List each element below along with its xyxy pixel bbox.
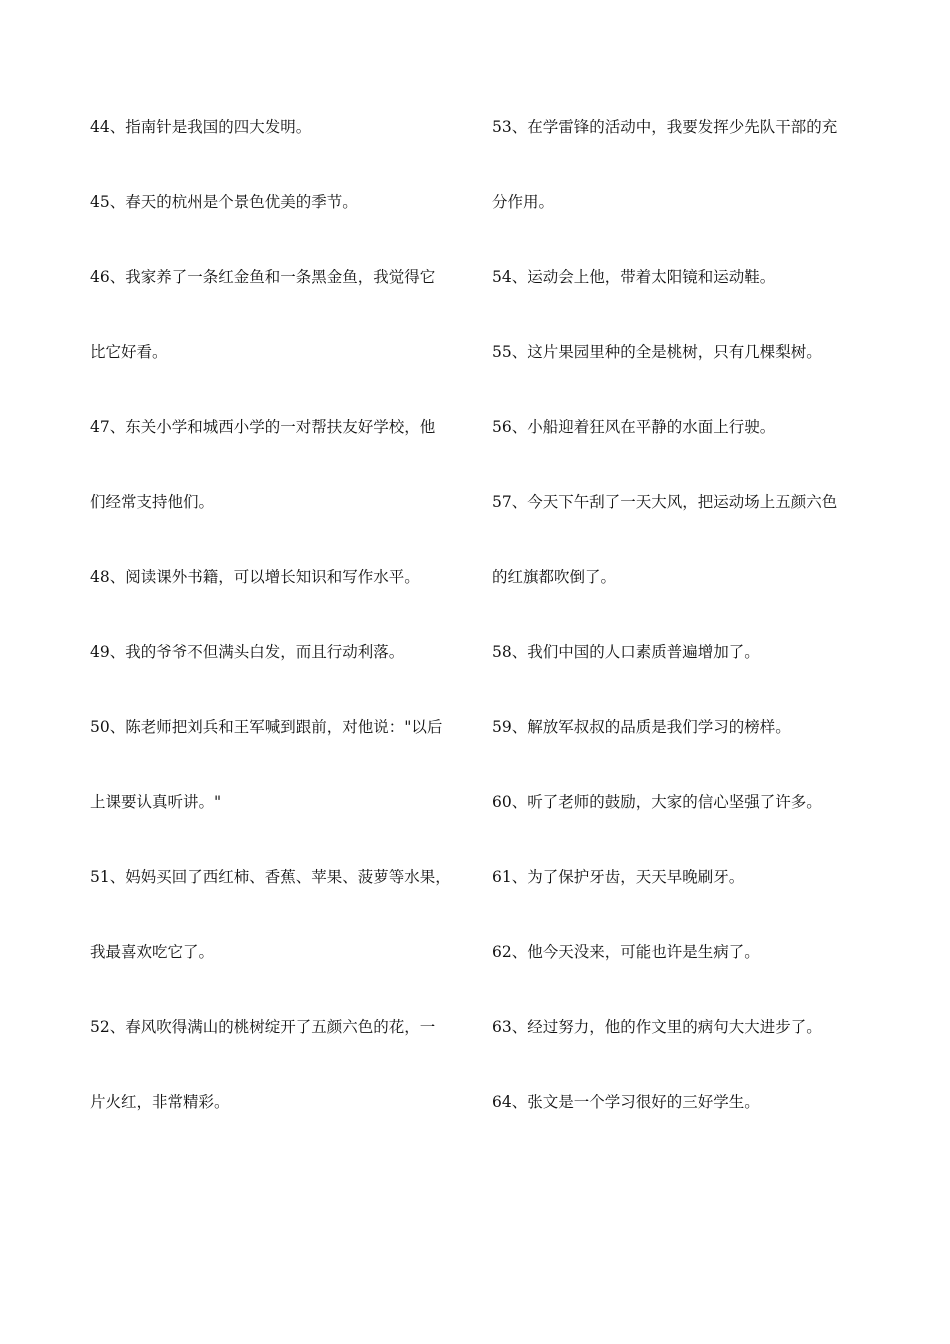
- sentence-line: 的红旗都吹倒了。: [492, 568, 617, 586]
- sentence-line: 片火红，非常精彩。: [90, 1093, 230, 1111]
- sentence-line: 分作用。: [492, 193, 555, 211]
- sentence-line: 56、小船迎着狂风在平静的水面上行驶。: [492, 418, 776, 436]
- sentence-line: 60、听了老师的鼓励，大家的信心坚强了许多。: [492, 793, 822, 811]
- right-column: [492, 114, 872, 1164]
- sentence-line: 48、阅读课外书籍，可以增长知识和写作水平。: [90, 568, 420, 586]
- sentence-line: 45、春天的杭州是个景色优美的季节。: [90, 193, 358, 211]
- sentence-line: 53、在学雷锋的活动中，我要发挥少先队干部的充: [492, 118, 838, 136]
- sentence-line: 49、我的爷爷不但满头白发，而且行动利落。: [90, 643, 405, 661]
- sentence-line: 们经常支持他们。: [90, 493, 215, 511]
- sentence-line: 55、这片果园里种的全是桃树，只有几棵梨树。: [492, 343, 822, 361]
- sentence-line: 54、运动会上他，带着太阳镜和运动鞋。: [492, 268, 776, 286]
- sentence-line: 61、为了保护牙齿，天天早晚刷牙。: [492, 868, 745, 886]
- sentence-line: 50、陈老师把刘兵和王军喊到跟前，对他说："以后: [90, 718, 443, 736]
- sentence-line: 62、他今天没来，可能也许是生病了。: [492, 943, 760, 961]
- sentence-line: 51、妈妈买回了西红柿、香蕉、苹果、菠萝等水果，: [90, 868, 451, 886]
- sentence-line: 64、张文是一个学习很好的三好学生。: [492, 1093, 760, 1111]
- sentence-line: 44、指南针是我国的四大发明。: [90, 118, 312, 136]
- sentence-line: 46、我家养了一条红金鱼和一条黑金鱼，我觉得它: [90, 268, 436, 286]
- sentence-line: 58、我们中国的人口素质普遍增加了。: [492, 643, 760, 661]
- sentence-line: 63、经过努力，他的作文里的病句大大进步了。: [492, 1018, 822, 1036]
- sentence-line: 上课要认真听讲。": [90, 793, 222, 811]
- sentence-line: 52、春风吹得满山的桃树绽开了五颜六色的花，一: [90, 1018, 436, 1036]
- sentence-line: 比它好看。: [90, 343, 168, 361]
- left-column: [90, 114, 470, 1164]
- sentence-line: 我最喜欢吃它了。: [90, 943, 215, 961]
- sentence-line: 59、解放军叔叔的品质是我们学习的榜样。: [492, 718, 791, 736]
- sentence-line: 57、今天下午刮了一天大风，把运动场上五颜六色: [492, 493, 838, 511]
- sentence-line: 47、东关小学和城西小学的一对帮扶友好学校，他: [90, 418, 436, 436]
